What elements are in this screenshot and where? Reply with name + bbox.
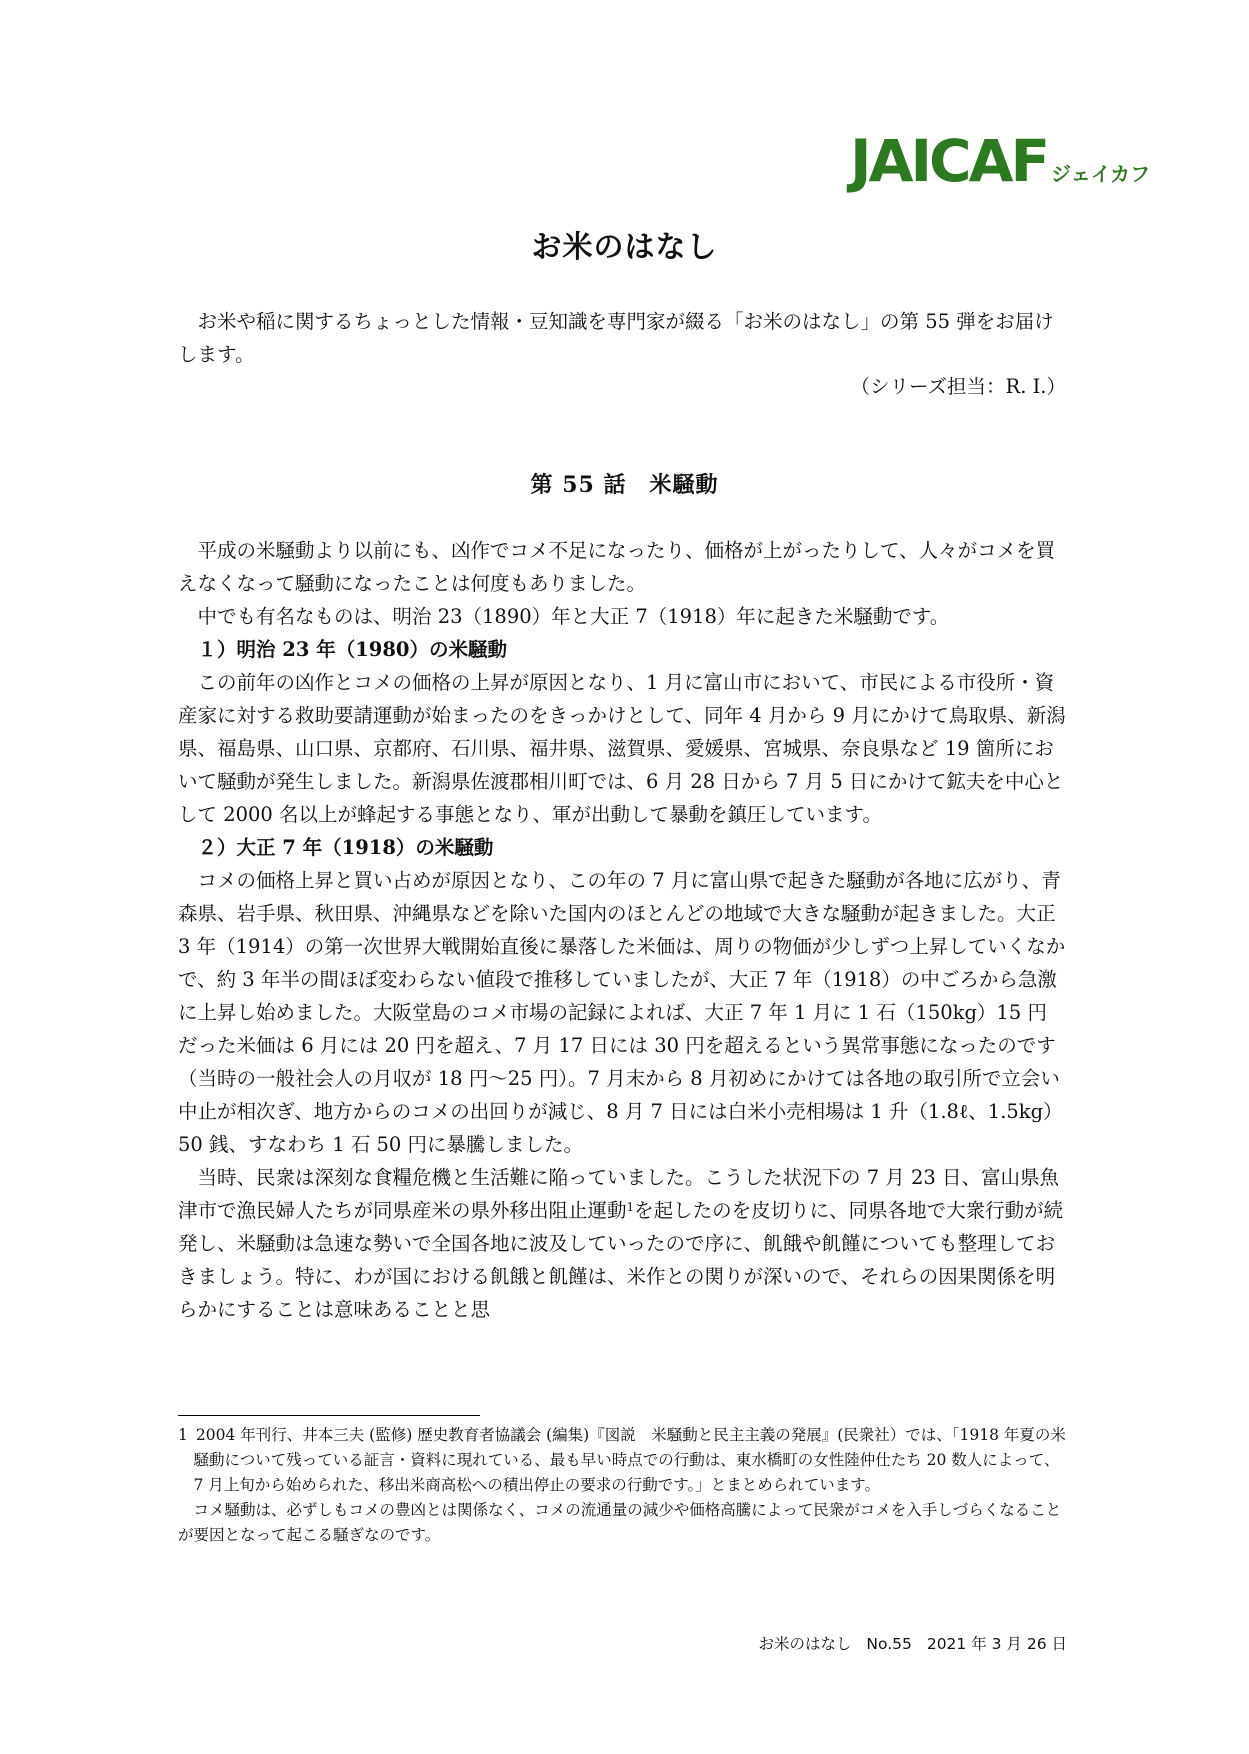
page-footer [758,1632,1067,1654]
footnote-ref[interactable]: 1 [626,1200,635,1214]
footnote-1 [178,1423,1066,1498]
paragraph-3 [178,1161,1066,1326]
footnotes [178,1423,1066,1548]
intro-section [178,305,1066,371]
section-2-heading: ２）大正 7 年（1918）の米騒動 [197,836,494,859]
paragraph-2: 中でも有名なものは、明治 23（1890）年と大正 7（1918）年に起きた米騒動です。 [197,605,950,628]
footnote-1-text: 2004 年刊行、井本三夫 (監修) 歴史教育者協議会 (編集)『図説 米騒動と民主主義の発展』(民衆社）では、「1918 年夏の米騒動について残っている証言・資料に現れている、最も早い時点での行動は、東水橋町の女性陸仲仕たち 20 数人によって、7 月上旬から始められた、移出米商高松への積出停止の要求の行動です。」とまとめられています。 [193,1426,1066,1494]
jaicaf-logo [850,127,1151,195]
footer-series: お米のはなし [758,1635,852,1653]
footnote-note: コメ騒動は、必ずしもコメの豊凶とは関係なく、コメの流通量の減少や価格高騰によって民衆がコメを入手しづらくなることが要因となって起こる騒ぎなのです。 [178,1501,1062,1544]
series-credit: （シリーズ担当：R. I.） [850,375,1066,398]
logo-kana: ジェイカフ [1051,162,1151,186]
section-1-text: この前年の凶作とコメの価格の上昇が原因となり、1 月に富山市において、市民による市役所・資産家に対する救助要請運動が始まったのをきっかけとして、同年 4 月から 9 月にかけて鳥取県、新潟県、福島県、山口県、京都府、石川県、福井県、滋賀県、愛媛県、宮城県、奈良県など 19 箇所において騒動が発生しました。新潟県佐渡郡相川町では、6 月 28 日から 7 月 5 日にかけて鉱夫を中心として 2000 名以上が蜂起する事態となり、軍が出動して暴動を鎮圧しています。 [178,671,1066,826]
logo-wordmark: JAICAF [850,127,1048,195]
paragraph-3-start: 当時、民衆は深刻な食糧危機と生活難に陥っていました。こうした状況下の 7 月 23 日、富山県魚津市で漁民婦人たちが同県産米の県外移出阻止運動 [178,1166,1060,1222]
paragraph-3-end: を起したのを皮切りに、同県各地で大衆行動が続発し、米騒動は急速な勢いで全国各地に波及していったので序に、飢餓や飢饉についても整理しておきましょう。特に、わが国における飢餓と飢饉は、米作との関りが深いので、それらの因果関係を明らかにすることは意味あることと思 [178,1199,1064,1321]
intro-text: お米や稲に関するちょっとした情報・豆知識を専門家が綴る「お米のはなし」の第 55 弾をお届けします。 [178,310,1054,366]
footnote-1-number: 1 [178,1426,188,1444]
footer-date: 2021 年 3 月 26 日 [926,1635,1067,1653]
page-title: お米のはなし [531,230,718,265]
footer-number: No.55 [866,1635,912,1653]
paragraph-1: 平成の米騒動より以前にも、凶作でコメ不足になったり、価格が上がったりして、人々がコメを買えなくなって騒動になったことは何度もありました。 [178,539,1056,595]
main-article [178,534,1066,1326]
section-2-text: コメの価格上昇と買い占めが原因となり、この年の 7 月に富山県で起きた騒動が各地に広がり、青森県、岩手県、秋田県、沖縄県などを除いた国内のほとんどの地域で大きな騒動が起きました。大正 3 年（1914）の第一次世界大戦開始直後に暴落した米価は、周りの物価が少しずつ上昇していくなかで、約 3 年半の間ほぼ変わらない値段で推移していましたが、大正 7 年（1918）の中ごろから急激に上昇し始めました。大阪堂島のコメ市場の記録によれば、大正 7 年 1 月に 1 石（150kg）15 円だった米価は 6 月には 20 円を超え、7 月 17 日には 30 円を超えるという異常事態になったのです（当時の一般社会人の月収が 18 円～25 円）。7 月末から 8 月初めにかけては各地の取引所で立会い中止が相次ぎ、地方からのコメの出回りが減じ、8 月 7 日には白米小売相場は 1 升（1.8ℓ、1.5kg）50 銭、すなわち 1 石 50 円に暴騰しました。 [178,869,1066,1156]
section-1-heading: １）明治 23 年（1980）の米騒動 [197,638,507,661]
footnote-divider [178,1415,480,1416]
episode-title: 第 55 話 米騒動 [530,472,719,498]
